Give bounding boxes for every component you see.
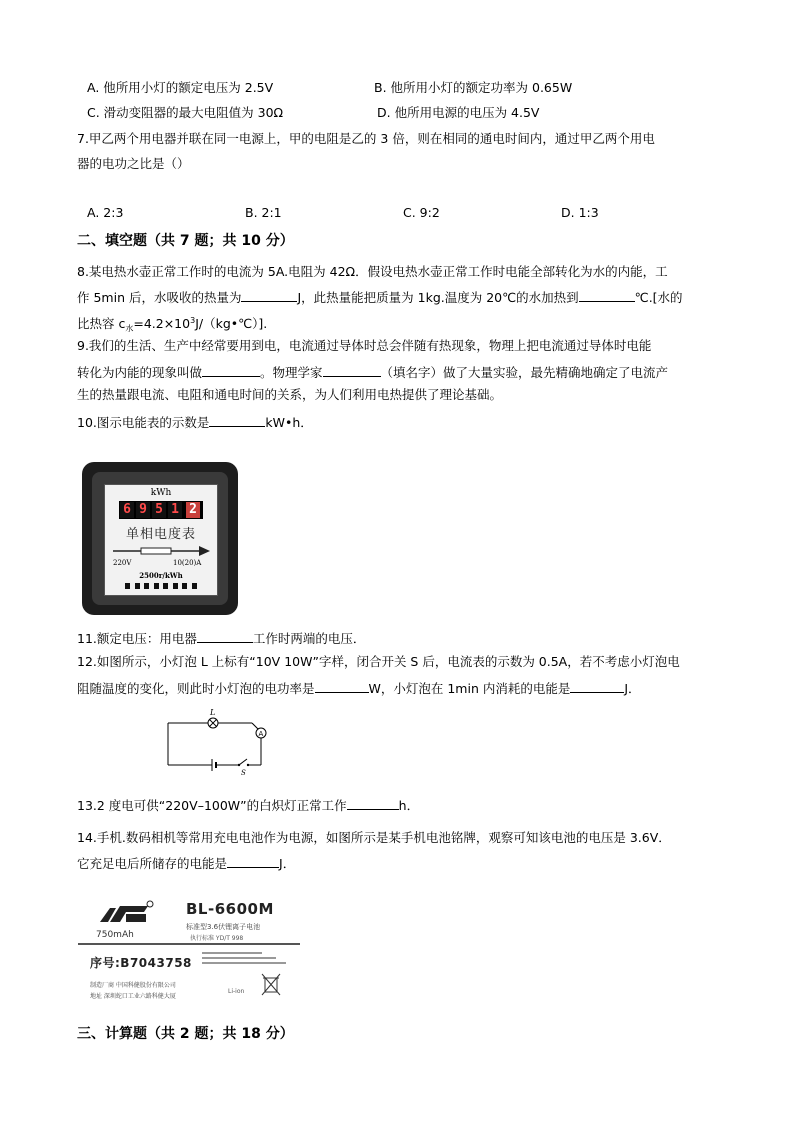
q7-stem-line1: 7.甲乙两个用电器并联在同一电源上，甲的电阻是乙的 3 倍，则在相同的通电时间内，通过甲乙两个用电: [77, 131, 655, 146]
q6-option-a: A. 他所用小灯的额定电压为 2.5V: [87, 80, 274, 95]
circuit-diagram: [160, 705, 272, 775]
meter-name: 单相电度表: [125, 527, 196, 542]
q8-blank-temperature[interactable]: [579, 287, 635, 302]
battery-description: 标准型3.6伏锂离子电池: [186, 923, 261, 931]
q9-line3: 生的热量跟电流、电阻和通电时间的关系，为人们利用电热提供了理论基础。: [77, 387, 503, 402]
battery-serial: 序号:B7043758: [90, 956, 192, 970]
q10-blank-reading[interactable]: [209, 412, 265, 427]
q8-blank-heat[interactable]: [241, 287, 297, 302]
switch-label: S: [241, 769, 246, 775]
meter-arrow-icon: [111, 545, 211, 557]
q11-line: 11.额定电压：用电器 工作时两端的电压．: [77, 628, 365, 648]
q12-line1: 12.如图所示，小灯泡 L 上标有“10V 10W”字样，闭合开关 S 后，电流表的示数为 0.5A，若不考虑小灯泡电: [77, 654, 680, 669]
meter-voltage: 220V: [113, 559, 132, 567]
q7-option-a: A. 2:3: [87, 205, 124, 220]
q7-option-c: C. 9:2: [403, 205, 440, 220]
recycle-bin-crossed-icon: [260, 972, 282, 998]
q10-line: 10.图示电能表的示数是 kW•h．: [77, 412, 313, 432]
meter-digit: 5: [152, 502, 166, 518]
q14-blank-energy[interactable]: [227, 853, 279, 868]
q8-line3: 比热容 $c_水=4.2\times 10^3J/(kg•℃)$].: [77, 316, 268, 334]
meter-indicator-strip: [125, 583, 197, 589]
q7-option-b: B. 2:1: [245, 205, 282, 220]
q6-option-c: C. 滑动变阻器的最大电阻值为 30Ω: [87, 105, 284, 120]
li-ion-logo: Li-ion: [228, 988, 245, 995]
lamp-label: L: [210, 708, 216, 717]
section-heading-fill-in: 二、填空题（共 7 题；共 10 分）: [77, 233, 294, 249]
q9-line2: 转化为内能的现象叫做 。物理学家 （填名字）做了大量实验，最先精确地确定了电流产: [77, 362, 668, 382]
meter-digit: 6: [120, 502, 134, 518]
brand-logo-icon: [96, 900, 154, 928]
meter-unit-label: kWh: [150, 488, 172, 498]
battery-model: BL-6600M: [186, 900, 274, 918]
q8-line1: 8.某电热水壶正常工作时的电流为 5A.电阻为 42Ω．假设电热水壶正常工作时电能全部转化为水的内能，工: [77, 264, 668, 279]
battery-standard: 执行标准 YD/T 998: [190, 935, 244, 942]
q8-line2: 作 5min 后，水吸收的热量为 J，此热量能把质量为 1kg.温度为 20℃的水加热到 ℃.[水的: [77, 287, 683, 307]
battery-address: 地址 深圳蛇口工业六路科健大厦: [90, 993, 176, 1000]
meter-display: [119, 501, 203, 519]
q11-blank[interactable]: [197, 628, 253, 643]
q14-line2: 它充足电后所储存的电能是 J．: [77, 853, 295, 873]
electricity-meter-image: [82, 462, 238, 615]
meter-digit: 9: [136, 502, 150, 518]
q6-option-d: D. 他所用电源的电压为 4.5V: [377, 105, 540, 120]
q6-option-b: B. 他所用小灯的额定功率为 0.65W: [374, 80, 573, 95]
q12-blank-energy[interactable]: [570, 678, 624, 693]
q7-option-d: D. 1:3: [561, 205, 599, 220]
q9-line1: 9.我们的生活、生产中经常要用到电，电流通过导体时总会伴随有热现象，物理上把电流通过导体时电能: [77, 338, 652, 353]
q13-line: 13.2 度电可供“220V–100W”的白炽灯正常工作 h．: [77, 795, 419, 815]
battery-maker: 制造厂商 中国科健股份有限公司: [90, 982, 176, 989]
battery-warning-text: [202, 950, 294, 970]
q7-stem-line2: 器的电功之比是（）: [77, 156, 190, 171]
meter-decimal-digit: 2: [186, 502, 200, 518]
q12-line2: 阻随温度的变化，则此时小灯泡的电功率是 W，小灯泡在 1min 内消耗的电能是 J．: [77, 678, 641, 698]
meter-face: [104, 484, 218, 596]
meter-digit: 1: [168, 502, 182, 518]
battery-label-image: [78, 890, 300, 1010]
ammeter-label: A: [258, 730, 264, 738]
q9-blank-phenomenon[interactable]: [202, 362, 260, 377]
meter-rate: 2500r/kWh: [139, 571, 183, 580]
q12-blank-power[interactable]: [315, 678, 369, 693]
switch-icon: [239, 759, 247, 765]
q13-blank-hours[interactable]: [347, 795, 399, 810]
section-heading-calculation: 三、计算题（共 2 题；共 18 分）: [77, 1026, 294, 1042]
battery-capacity: 750mAh: [96, 930, 134, 940]
q9-blank-scientist[interactable]: [323, 362, 381, 377]
q14-line1: 14.手机.数码相机等常用充电电池作为电源，如图所示是某手机电池铭牌，观察可知该电池的电压是 3.6V．: [77, 830, 671, 845]
battery-divider: [78, 943, 300, 945]
meter-current: 10(20)A: [173, 559, 202, 567]
